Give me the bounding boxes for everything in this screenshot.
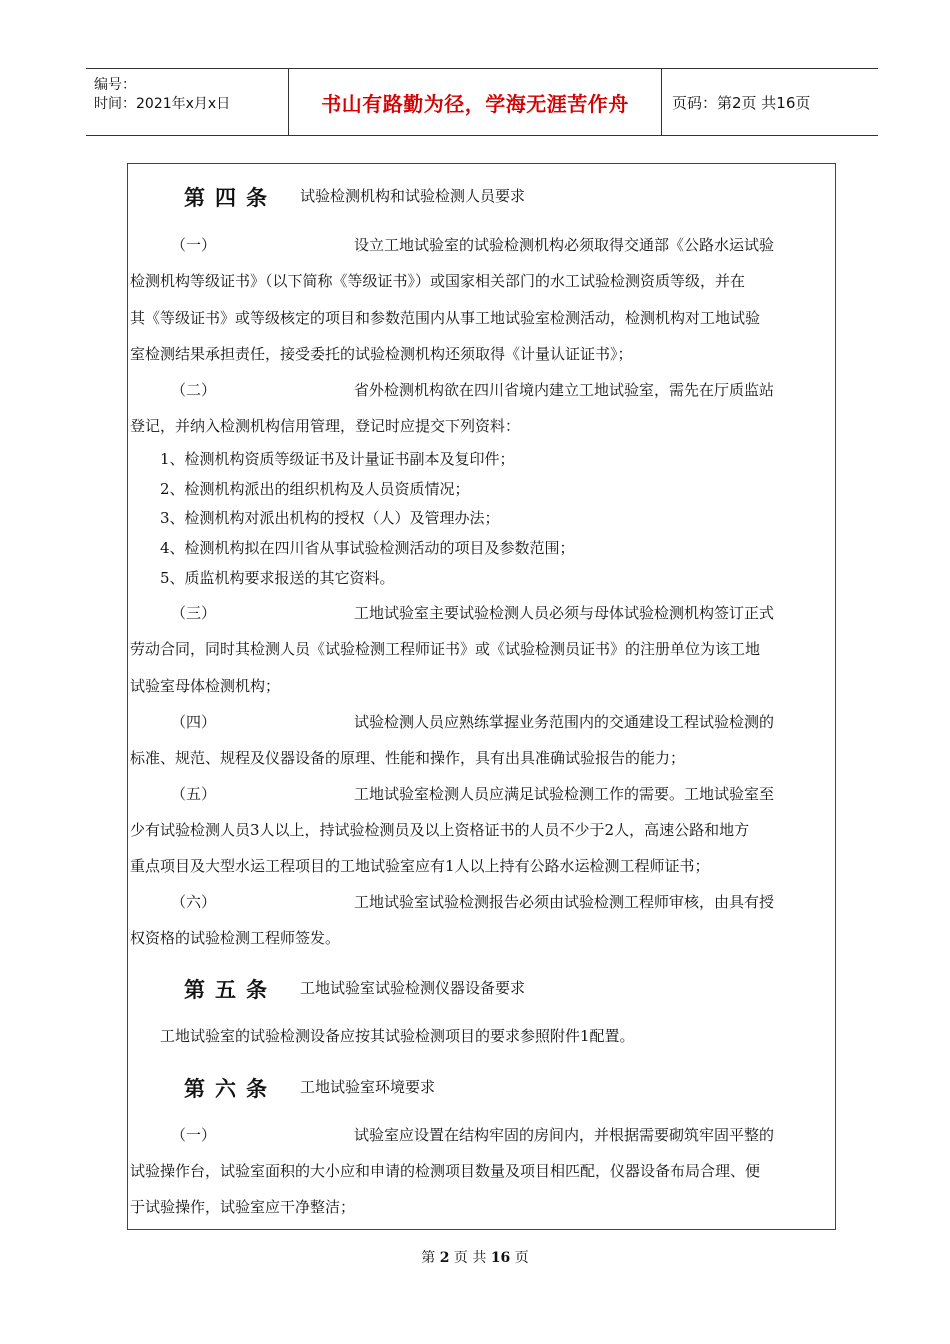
art4-p5-line1: 工地试验室检测人员应满足试验检测工作的需要。工地试验室至 [354,785,775,803]
art4-p4-line2: 标准、规范、规程及仪器设备的原理、性能和操作，具有出具准确试验报告的能力； [130,749,686,767]
article-5-title: 第五条 [184,978,277,1002]
art4-p3-line1: 工地试验室主要试验检测人员必须与母体试验检测机构签订正式 [354,604,775,622]
footer-middle: 页 共 [453,1250,487,1266]
art4-p2-line1: 省外检测机构欲在四川省境内建立工地试验室，需先在厅质监站 [354,381,775,399]
doc-time-label: 时间：2021年x月x日 [94,96,231,112]
footer-prefix: 第 [421,1250,436,1266]
article-4-subtitle: 试验检测机构和试验检测人员要求 [300,187,526,205]
art4-p1-line1 [354,235,831,255]
text: 设立工地试验室的试验检测机构必须取得交通部《公路水运试验 [354,236,775,254]
article-6-subtitle: 工地试验室环境要求 [300,1078,436,1096]
header-motto: 书山有路勤为径，学海无涯苦作舟 [288,69,662,135]
footer-total-pages: 16 [490,1250,511,1266]
art6-p1-line1: 试验室应设置在结构牢固的房间内，并根据需要砌筑牢固平整的 [354,1126,775,1144]
art4-p1-line4: 室检测结果承担责任，接受委托的试验检测机构还须取得《计量认证证书》； [130,345,633,363]
header-meta [86,69,288,135]
page-footer [0,1247,950,1267]
art4-p3-line3: 试验室母体检测机构； [130,677,281,695]
art4-p1-line3: 其《等级证书》或等级核定的项目和参数范围内从事工地试验室检测活动，检测机构对工地试验 [130,309,761,327]
art4-p4-mark: （四） [171,713,217,731]
header-page-label: 页码：第2页 共16页 [672,93,811,112]
doc-number-label: 编号： [94,77,136,93]
art4-p5-line3: 重点项目及大型水运工程项目的工地试验室应有1人以上持有公路水运检测工程师证书； [130,857,710,875]
art6-p1-mark: （一） [171,1126,217,1144]
art4-p3-mark: （三） [171,604,217,622]
art4-p2-item5: 5、质监机构要求报送的其它资料。 [160,569,395,587]
art4-p2-line2: 登记，并纳入检测机构信用管理，登记时应提交下列资料： [130,417,521,435]
art6-p1-line3: 于试验操作，试验室应干净整洁； [130,1198,356,1216]
art4-p6-line1: 工地试验室试验检测报告必须由试验检测工程师审核，由具有授 [354,893,775,911]
art5-p1: 工地试验室的试验检测设备应按其试验检测项目的要求参照附件1配置。 [160,1027,635,1045]
footer-page-number: 2 [439,1250,450,1266]
art4-p3-line2: 劳动合同，同时其检测人员《试验检测工程师证书》或《试验检测员证书》的注册单位为该工地 [130,640,761,658]
art4-p5-mark: （五） [171,785,217,803]
article-4-title: 第四条 [184,186,277,210]
art4-p2-item4: 4、检测机构拟在四川省从事试验检测活动的项目及参数范围； [160,539,575,557]
art4-p2-mark: （二） [171,381,217,399]
document-header [86,68,878,136]
art4-p2-item2: 2、检测机构派出的组织机构及人员资质情况； [160,480,470,498]
art4-p4-line1: 试验检测人员应熟练掌握业务范围内的交通建设工程试验检测的 [354,713,775,731]
art4-p1-mark: （一） [171,236,217,254]
art4-p6-line2: 权资格的试验检测工程师签发。 [130,929,341,947]
art6-p1-line2: 试验操作台，试验室面积的大小应和申请的检测项目数量及项目相匹配，仪器设备布局合理、便 [130,1162,761,1180]
art4-p1-line2: 检测机构等级证书》（以下简称《等级证书》）或国家相关部门的水工试验检测资质等级，并在 [130,272,746,290]
art4-p5-line2: 少有试验检测人员3人以上，持试验检测员及以上资格证书的人员不少于2人，高速公路和地方 [130,821,750,839]
art4-p2-item1: 1、检测机构资质等级证书及计量证书副本及复印件； [160,450,515,468]
article-5-subtitle: 工地试验室试验检测仪器设备要求 [300,979,526,997]
art4-p2-item3: 3、检测机构对派出机构的授权（人）及管理办法； [160,509,500,527]
article-6-title: 第六条 [184,1077,277,1101]
footer-suffix: 页 [514,1250,529,1266]
art4-p6-mark: （六） [171,893,217,911]
